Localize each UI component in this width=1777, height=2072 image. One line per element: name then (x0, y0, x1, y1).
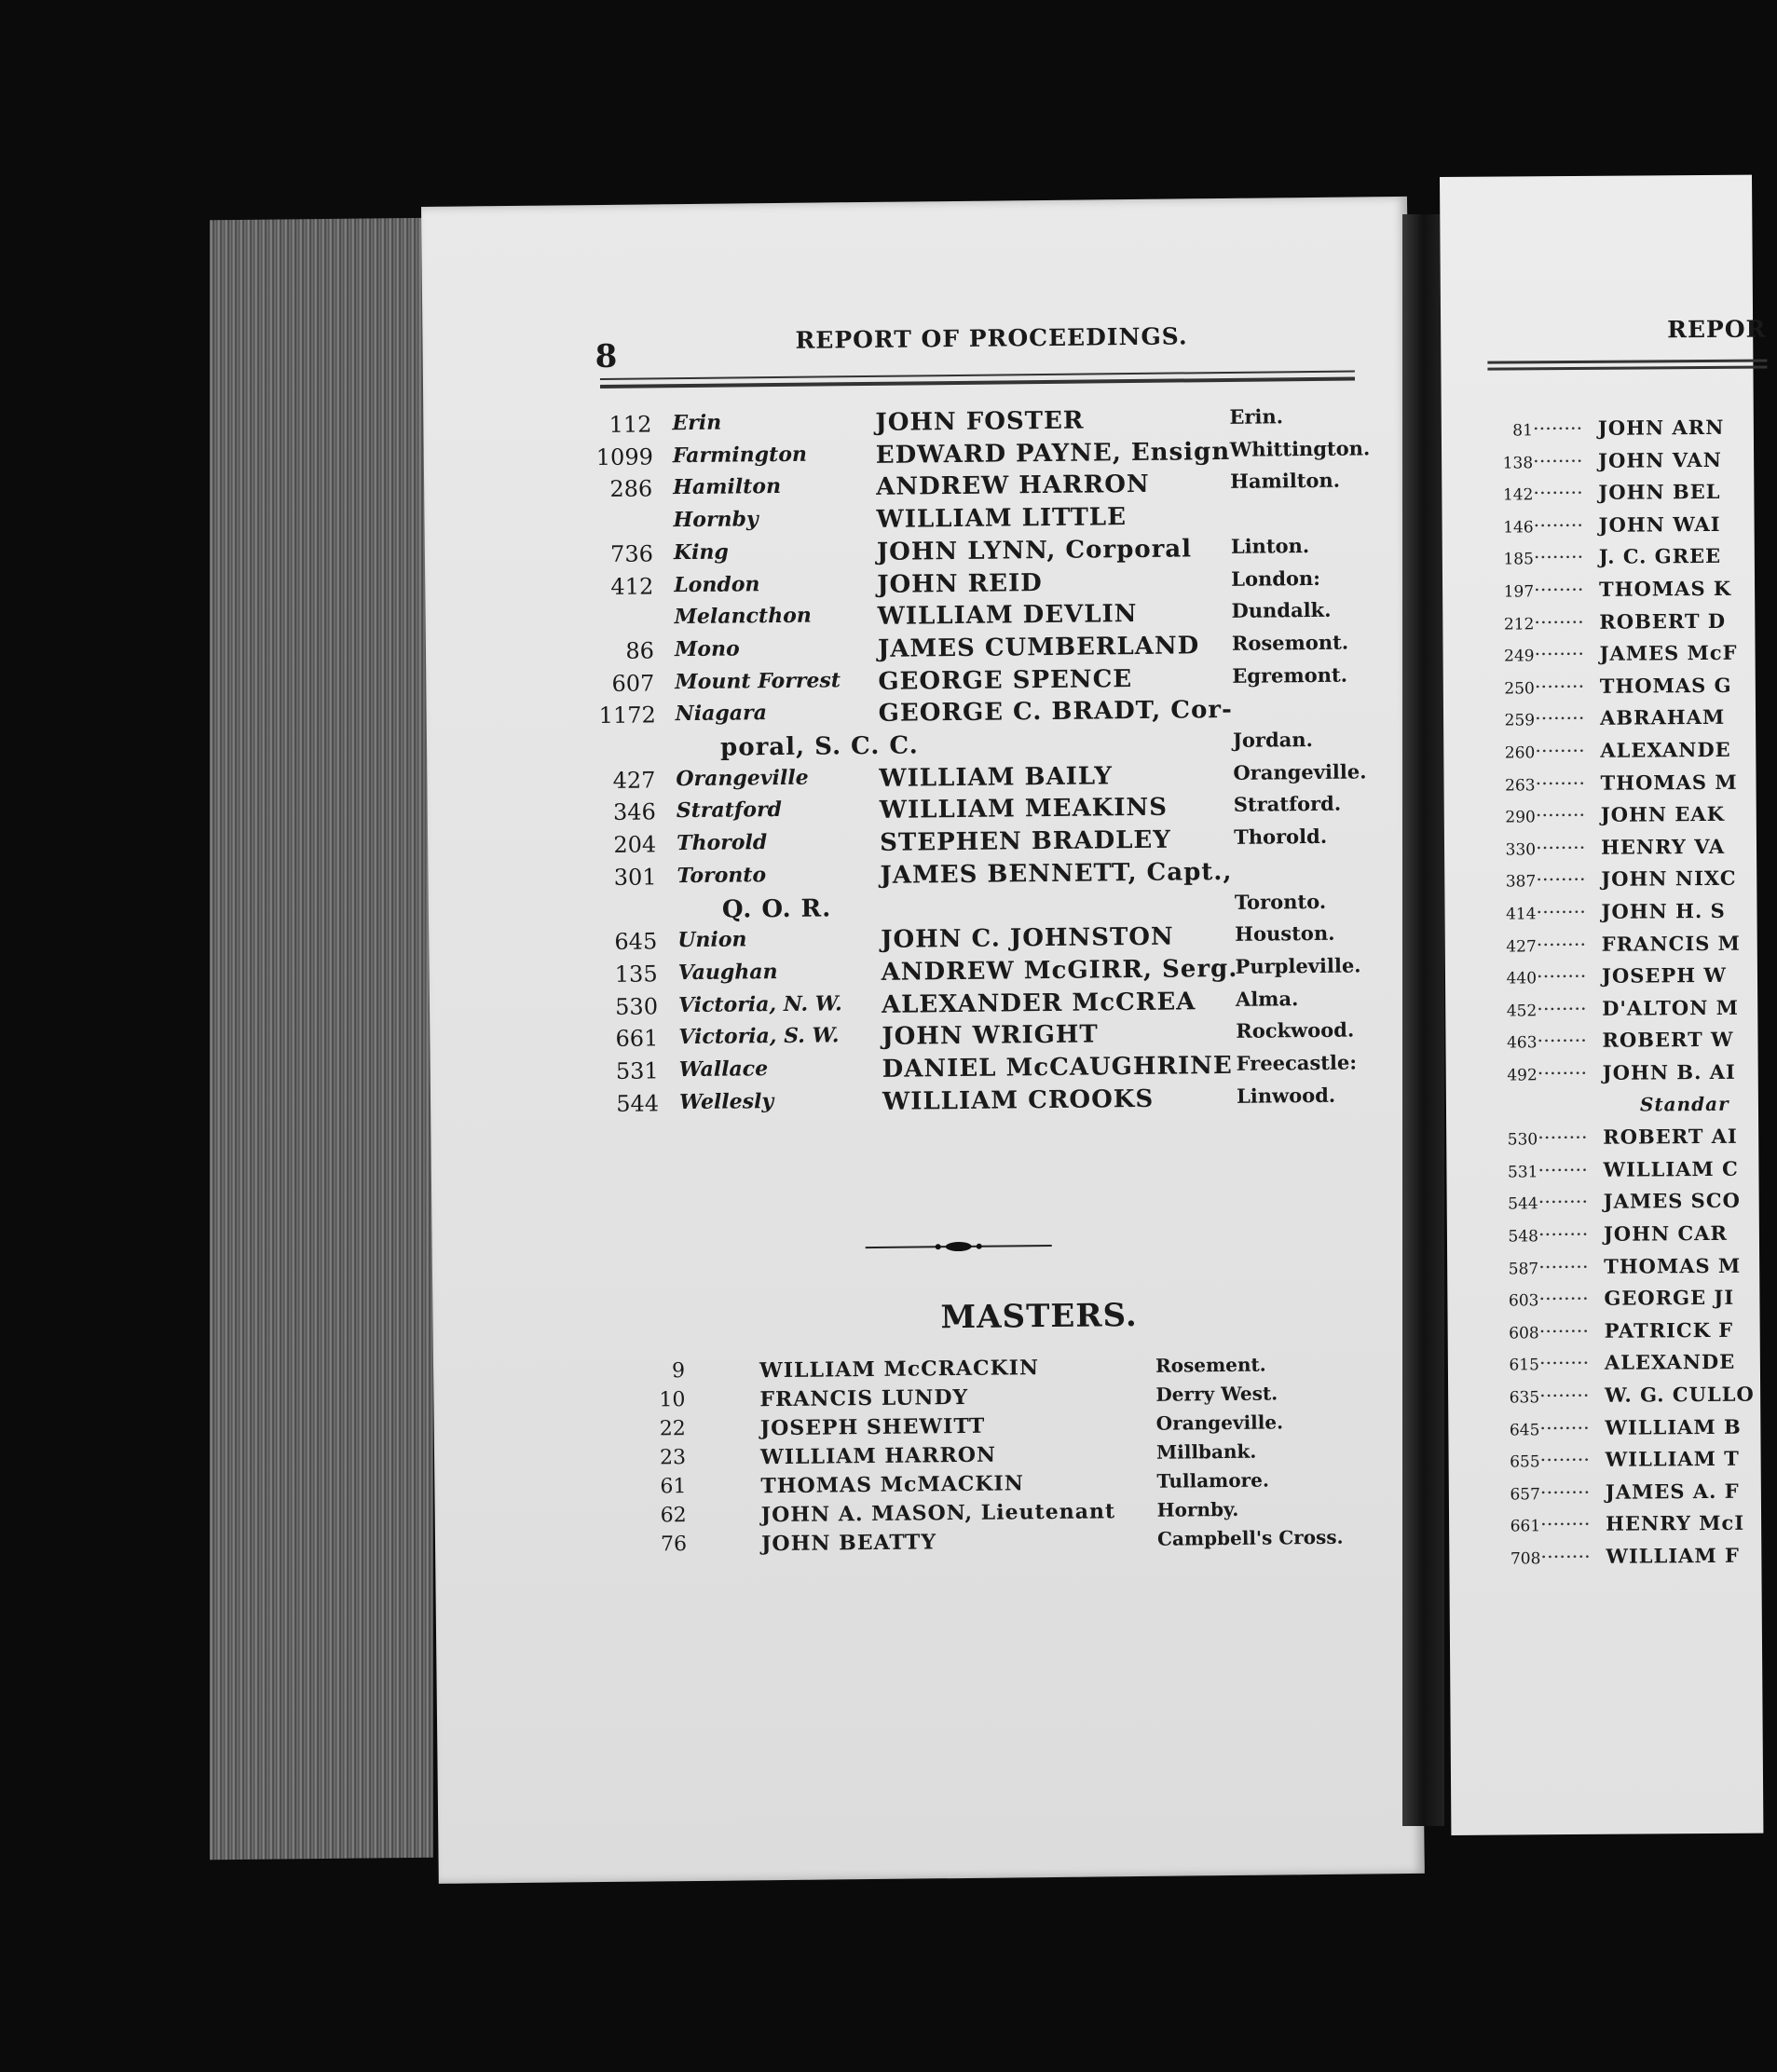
lodge-place: Toronto (677, 862, 767, 888)
lodge-number: 135 (614, 961, 658, 988)
leader-dots: ········ (1538, 1158, 1588, 1182)
right-entry-number: 260 (1504, 743, 1536, 763)
right-entry-number: 655 (1510, 1452, 1540, 1472)
lodge-number: 645 (614, 928, 658, 956)
leader-dots: ········ (1537, 1029, 1587, 1053)
leader-dots: ········ (1534, 707, 1585, 730)
member-location: Linton. (1230, 533, 1310, 558)
right-table-row (1479, 416, 1725, 445)
master-name: THOMAS McMACKIN (760, 1471, 1025, 1499)
member-name: STEPHEN BRADLEY (880, 825, 1171, 857)
right-entry-name: JOHN CAR (1603, 1220, 1729, 1246)
right-table-row (1483, 931, 1741, 961)
right-header-rule (1487, 360, 1767, 364)
right-entry-name: JOHN NIXC (1601, 866, 1737, 892)
member-location: Hamilton. (1230, 469, 1341, 494)
leader-dots: ········ (1536, 900, 1587, 924)
right-table-row (1481, 738, 1731, 768)
member-name: poral, S. C. C. (719, 731, 919, 762)
member-location: Orangeville. (1233, 759, 1367, 784)
lodge-number: 1172 (598, 702, 656, 729)
member-location: Erin. (1229, 404, 1284, 429)
right-entry-number: 427 (1506, 936, 1537, 957)
lodge-place: Mono (674, 636, 740, 662)
right-entry-number: 708 (1510, 1549, 1541, 1569)
right-entry-name: GEORGE JI (1604, 1286, 1735, 1310)
leader-dots: ········ (1538, 1319, 1590, 1343)
leader-dots: ········ (1533, 513, 1584, 538)
member-location: Linwood. (1236, 1083, 1336, 1108)
lodge-number: 607 (611, 670, 655, 697)
lodge-place: Victoria, N. W. (677, 990, 842, 1017)
right-entry-name: WILLIAM F (1606, 1543, 1740, 1568)
member-location: Stratford. (1233, 792, 1342, 817)
right-entry-number: 263 (1505, 775, 1536, 796)
leader-dots: ········ (1533, 482, 1583, 505)
right-entry-number: 138 (1502, 453, 1534, 473)
right-entry-name: PATRICK F (1604, 1317, 1734, 1343)
member-location: Rosemont. (1231, 630, 1349, 655)
right-table-row (1483, 1060, 1736, 1090)
lodge-place: Wallace (678, 1056, 769, 1083)
right-entry-number: 645 (1509, 1420, 1540, 1440)
lodge-place: Thorold (677, 830, 768, 856)
member-name: JOHN C. JOHNSTON (881, 922, 1174, 955)
right-entry-name: JAMES A. F (1605, 1479, 1740, 1504)
right-entry-name: FRANCIS M (1601, 931, 1741, 956)
right-entry-number: 414 (1506, 905, 1537, 924)
lodge-place: Wellesly (678, 1088, 774, 1114)
right-entry-number: 657 (1510, 1485, 1540, 1505)
leader-dots: ········ (1537, 1061, 1588, 1085)
lodge-place: King (673, 539, 729, 565)
right-table-row (1483, 1157, 1739, 1187)
right-entry-name: WILLIAM B (1605, 1414, 1742, 1439)
lodge-place: Niagara (675, 701, 768, 727)
master-name: JOSEPH SHEWITT (759, 1413, 986, 1441)
member-location: Thorold. (1234, 824, 1328, 849)
right-entry-number: 492 (1507, 1066, 1538, 1085)
right-entry-name: JOHN H. S (1601, 898, 1726, 923)
right-entry-name: ROBERT W (1602, 1028, 1734, 1053)
leader-dots: ········ (1537, 997, 1587, 1021)
right-table-row (1485, 1350, 1736, 1380)
lodge-place: Orangeville (676, 765, 809, 791)
leader-dots: ········ (1538, 1222, 1589, 1247)
right-entry-number: 197 (1503, 582, 1535, 602)
lodge-number: 204 (613, 831, 657, 858)
member-name: GEORGE C. BRADT, Cor- (878, 696, 1233, 729)
leader-dots: ········ (1538, 1352, 1590, 1375)
right-entry-name: ALEXANDE (1604, 1350, 1736, 1375)
right-entry-name: ROBERT AI (1603, 1124, 1738, 1149)
right-entry-number: 259 (1504, 711, 1536, 730)
right-entry-number: 212 (1503, 614, 1535, 634)
member-name: ALEXANDER McCREA (881, 987, 1196, 1019)
master-name: FRANCIS LUNDY (759, 1384, 969, 1412)
right-entry-name: JOHN EAK (1600, 802, 1726, 826)
leader-dots: ········ (1534, 578, 1584, 602)
lodge-place: Union (677, 927, 747, 953)
leader-dots: ········ (1536, 868, 1586, 892)
leader-dots: ········ (1539, 1480, 1591, 1505)
right-entry-name: Standar (1639, 1092, 1729, 1116)
ornament-divider (866, 1239, 1052, 1254)
right-entry-name: JOHN B. AI (1602, 1059, 1736, 1084)
right-entry-number: 387 (1505, 872, 1537, 892)
right-entry-name: THOMAS K (1599, 576, 1732, 601)
leader-dots: ········ (1535, 739, 1585, 763)
master-row (649, 1525, 1376, 1562)
right-entry-name: D'ALTON M (1602, 995, 1739, 1020)
right-entry-number: 463 (1506, 1033, 1538, 1053)
leader-dots: ········ (1539, 1384, 1590, 1408)
master-location: Tullamore. (1156, 1468, 1269, 1493)
right-entry-name: JOSEPH W (1601, 963, 1728, 988)
right-entry-number: 146 (1503, 518, 1534, 538)
lodge-place: Mount Forrest (675, 667, 841, 694)
right-entry-name: ALEXANDE (1600, 737, 1731, 762)
right-header-rule-thick (1487, 366, 1767, 371)
right-table-row (1483, 1092, 1729, 1122)
leader-dots: ········ (1532, 416, 1583, 441)
leader-dots: ········ (1539, 1449, 1591, 1472)
right-table-row (1479, 447, 1722, 477)
leader-dots: ········ (1534, 643, 1585, 666)
master-location: Rosement. (1155, 1353, 1266, 1377)
right-entry-name: JOHN ARN (1597, 415, 1725, 440)
member-name: WILLIAM CROOKS (882, 1084, 1155, 1116)
right-entry-number: 452 (1506, 1002, 1538, 1021)
right-table-row (1486, 1511, 1744, 1541)
member-name: WILLIAM LITTLE (876, 503, 1128, 534)
master-number: 76 (660, 1533, 688, 1557)
right-table-row (1484, 1221, 1728, 1251)
member-name: JOHN LYNN, Corporal (876, 535, 1193, 566)
lodge-place: Vaughan (677, 959, 778, 986)
right-table-row (1480, 544, 1722, 574)
right-table-row (1481, 705, 1725, 735)
leader-dots: ········ (1538, 1288, 1589, 1311)
right-entry-number: 330 (1505, 840, 1537, 860)
right-entry-name: WILLIAM C (1603, 1156, 1739, 1181)
leader-dots: ········ (1534, 675, 1585, 699)
right-entry-number: 661 (1510, 1517, 1541, 1536)
lodge-number (596, 509, 652, 510)
lodge-number: 530 (615, 992, 659, 1020)
right-entry-name: JOHN BEL (1598, 480, 1721, 505)
lodge-number: 427 (612, 767, 656, 794)
master-number: 22 (659, 1417, 686, 1441)
master-location: Campbell's Cross. (1156, 1525, 1344, 1550)
right-table-row (1483, 996, 1739, 1026)
member-location: Houston. (1235, 920, 1335, 947)
right-entry-name: THOMAS M (1604, 1253, 1742, 1278)
lodge-number: 86 (625, 637, 655, 664)
right-page-title: REPOR (1667, 315, 1767, 344)
right-table-row (1480, 608, 1726, 638)
master-number: 62 (660, 1504, 687, 1528)
right-table-row (1480, 577, 1731, 607)
member-name: JAMES CUMBERLAND (877, 632, 1200, 663)
right-entry-name: JAMES McF (1599, 640, 1738, 666)
lodge-number (599, 734, 655, 735)
right-entry-name: HENRY VA (1600, 834, 1726, 859)
right-table-row (1480, 512, 1721, 542)
leader-dots: ········ (1534, 610, 1584, 634)
lodge-number: 736 (609, 540, 654, 567)
page-title: REPORT OF PROCEEDINGS. (795, 322, 1188, 354)
member-name: WILLIAM DEVLIN (877, 600, 1138, 632)
leader-dots: ········ (1535, 771, 1586, 795)
right-entry-name: JOHN VAN (1598, 447, 1722, 472)
right-entry-number: 635 (1509, 1388, 1540, 1408)
lodge-number: 286 (609, 475, 653, 503)
right-entry-number: 608 (1509, 1324, 1539, 1343)
right-entry-number: 440 (1506, 969, 1538, 988)
right-table-row (1482, 835, 1725, 865)
right-entry-number: 531 (1507, 1163, 1538, 1182)
right-entry-number: 249 (1504, 647, 1535, 666)
lodge-place: Stratford (676, 797, 783, 824)
member-name: WILLIAM BAILY (879, 761, 1114, 793)
right-table-row (1482, 899, 1725, 929)
right-entry-name: ABRAHAM (1599, 705, 1726, 730)
member-name: JOHN WRIGHT (882, 1020, 1099, 1052)
lodge-number: 661 (615, 1025, 659, 1053)
lodge-number: 531 (615, 1057, 659, 1084)
member-name: JOHN FOSTER (875, 406, 1085, 437)
member-name: GEORGE SPENCE (878, 664, 1133, 696)
member-location: Alma. (1235, 986, 1299, 1011)
right-entry-number: 185 (1503, 550, 1534, 569)
lodge-number (597, 606, 653, 607)
right-entry-number: 544 (1508, 1194, 1538, 1214)
lodge-number: 112 (608, 411, 652, 438)
right-table-row (1482, 802, 1725, 832)
right-table-row (1484, 1286, 1734, 1315)
leader-dots: ········ (1535, 836, 1586, 860)
leader-dots: ········ (1533, 449, 1583, 472)
left-page (421, 197, 1425, 1884)
master-number: 23 (659, 1446, 687, 1470)
right-table-row (1480, 641, 1737, 671)
lodge-place: Farmington (672, 442, 808, 468)
table-row (603, 1083, 1367, 1123)
right-entry-name: JAMES SCO (1603, 1189, 1741, 1214)
leader-dots: ········ (1538, 1191, 1589, 1214)
master-name: WILLIAM HARRON (759, 1442, 997, 1470)
right-entry-name: HENRY McI (1606, 1511, 1745, 1536)
right-table-row (1483, 963, 1727, 993)
right-table-row (1484, 1253, 1741, 1283)
member-name: EDWARD PAYNE, Ensign (875, 437, 1231, 470)
master-number: 9 (671, 1359, 686, 1384)
member-name: WILLIAM MEAKINS (879, 794, 1169, 825)
right-entry-number: 81 (1512, 421, 1533, 441)
master-number: 61 (660, 1475, 687, 1499)
right-table-row (1483, 1028, 1733, 1057)
lodge-number: 1099 (595, 443, 654, 470)
lodge-number: 346 (612, 798, 656, 826)
book-gutter (1402, 214, 1444, 1826)
leader-dots: ········ (1536, 965, 1587, 988)
right-table-row (1484, 1189, 1741, 1219)
member-name: Q. O. R. (721, 893, 832, 924)
member-location: London: (1231, 566, 1321, 591)
right-table-row (1486, 1479, 1740, 1509)
master-number: 10 (659, 1388, 686, 1412)
leader-dots: ········ (1540, 1513, 1591, 1536)
right-entry-number: 615 (1509, 1356, 1539, 1375)
right-entry-number: 548 (1508, 1227, 1539, 1247)
right-table-row (1486, 1447, 1740, 1477)
master-location: Hornby. (1156, 1497, 1239, 1521)
right-entry-number: 587 (1508, 1259, 1539, 1279)
lodge-number: 412 (610, 572, 654, 600)
lodge-place: Hornby (673, 507, 759, 533)
right-entry-name: JOHN WAI (1598, 511, 1721, 537)
right-page (1440, 175, 1767, 1835)
member-name: ANDREW McGIRR, Serg. (881, 954, 1238, 987)
lodge-place: Victoria, S. W. (678, 1023, 840, 1050)
right-entry-name: J. C. GREE (1598, 544, 1722, 569)
book-page-edges (210, 218, 433, 1861)
right-entry-number: 142 (1502, 485, 1534, 505)
lodge-place: Melancthon (674, 603, 812, 630)
right-entry-number: 250 (1504, 679, 1535, 699)
member-name: ANDREW HARRON (876, 470, 1150, 502)
member-location: Whittington. (1229, 436, 1371, 461)
right-entry-name: THOMAS M (1600, 770, 1738, 795)
right-table-row (1485, 1383, 1755, 1412)
master-location: Orangeville. (1155, 1411, 1284, 1435)
leader-dots: ········ (1539, 1416, 1590, 1439)
page-number: 8 (595, 337, 618, 376)
master-name: WILLIAM McCRACKIN (759, 1356, 1040, 1384)
member-name: JOHN REID (877, 568, 1043, 599)
right-entry-name: THOMAS G (1599, 673, 1732, 698)
leader-dots: ········ (1533, 546, 1584, 569)
member-location: Dundalk. (1231, 597, 1332, 623)
member-location: Toronto. (1234, 889, 1327, 914)
right-entry-number: 530 (1507, 1130, 1538, 1150)
member-location: Rockwood. (1236, 1017, 1355, 1043)
member-location: Egremont. (1232, 662, 1348, 688)
member-location: Purpleville. (1235, 953, 1361, 978)
right-entry-number: 290 (1505, 808, 1536, 827)
lodge-place: London (674, 571, 760, 597)
lodge-number: 544 (616, 1090, 660, 1117)
right-table-row (1483, 1125, 1738, 1154)
right-table-row (1485, 1414, 1742, 1444)
lodge-number (601, 896, 657, 897)
member-name: DANIEL McCAUGHRINE (882, 1051, 1233, 1084)
right-table-row (1486, 1544, 1740, 1574)
right-entry-name: W. G. CULLO (1605, 1382, 1755, 1407)
master-name: JOHN A. MASON, Lieutenant (760, 1499, 1116, 1528)
master-location: Millbank. (1155, 1439, 1257, 1464)
leader-dots: ········ (1538, 1255, 1589, 1278)
member-location: Freecastle: (1236, 1050, 1358, 1075)
right-table-row (1482, 866, 1736, 896)
right-entry-number: 603 (1508, 1291, 1539, 1311)
member-name: JAMES BENNETT, Capt., (880, 857, 1233, 890)
master-name: JOHN BEATTY (760, 1530, 937, 1557)
master-location: Derry West. (1155, 1382, 1278, 1406)
right-table-row (1485, 1318, 1734, 1348)
right-entry-name: ROBERT D (1599, 608, 1727, 634)
right-table-row (1481, 674, 1732, 703)
lodge-place: Erin (672, 410, 722, 436)
right-table-row (1479, 480, 1720, 510)
leader-dots: ········ (1536, 933, 1587, 956)
masters-heading: MASTERS. (940, 1297, 1138, 1337)
leader-dots: ········ (1540, 1545, 1591, 1569)
lodge-place: Hamilton (673, 474, 782, 500)
leader-dots: ········ (1538, 1126, 1588, 1150)
right-entry-name: WILLIAM T (1605, 1446, 1740, 1471)
leader-dots: ········ (1535, 804, 1586, 827)
right-table-row (1481, 770, 1737, 799)
member-location: Jordan. (1232, 728, 1314, 752)
lodge-number: 301 (613, 864, 657, 891)
